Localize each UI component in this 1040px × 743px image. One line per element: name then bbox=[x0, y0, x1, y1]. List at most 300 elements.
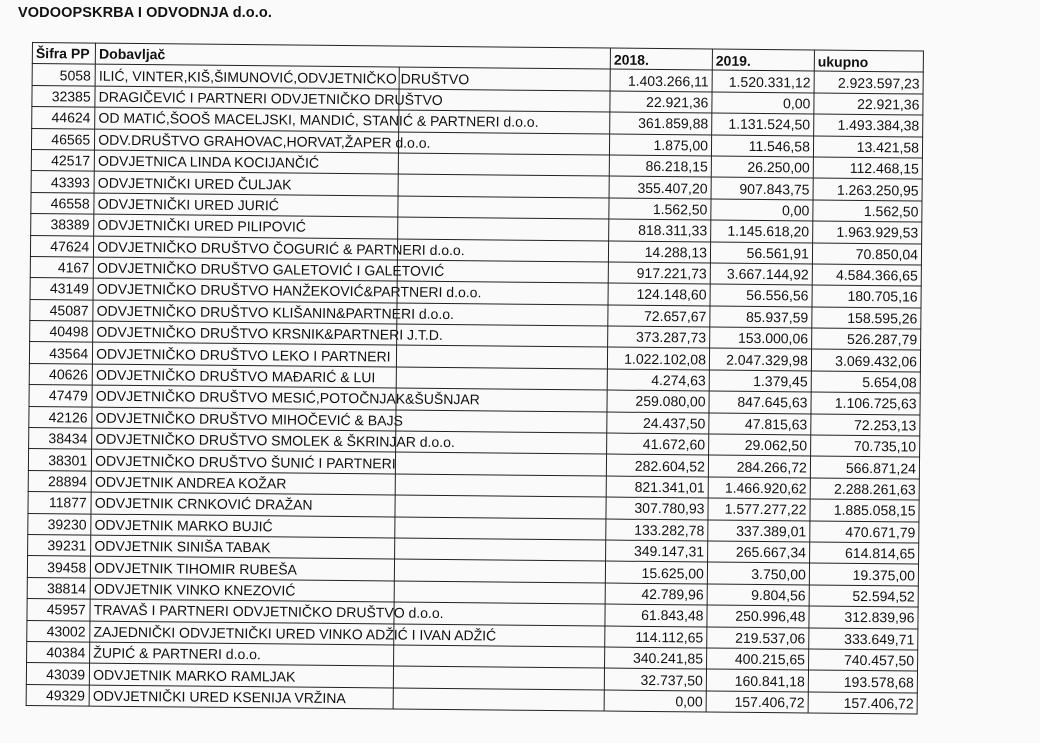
cell-2019-text: 56.561,91 bbox=[746, 244, 809, 262]
cell-dobavljac-text: ILIĆ, VINTER,KIŠ,ŠIMUNOVIĆ,ODVJETNIČKO DRUŠTVO bbox=[98, 67, 470, 87]
cell-sifra-text: 45087 bbox=[49, 302, 89, 319]
column-divider bbox=[398, 152, 399, 174]
cell-2018-text: 917.221,73 bbox=[636, 264, 707, 282]
cell-ukupno bbox=[810, 521, 919, 543]
cell-2019-text: 1.145.618,20 bbox=[727, 222, 810, 240]
cell-2019-text: 250.996,48 bbox=[735, 608, 806, 625]
cell-sifra-text: 45957 bbox=[46, 601, 86, 618]
header-2019: 2019. bbox=[712, 49, 814, 71]
cell-2019-text: 265.667,34 bbox=[735, 543, 807, 561]
cell-2018-text: 32.737,50 bbox=[640, 671, 703, 688]
cell-2018 bbox=[606, 497, 708, 519]
cell-dobavljac-text: TRAVAŠ I PARTNERI ODVJETNIČKO DRUŠTVO d.o.o. bbox=[93, 601, 444, 622]
column-divider bbox=[394, 516, 395, 538]
cell-dobavljac-text: ODVJETNIK TIHOMIR RUBEŠA bbox=[94, 559, 298, 578]
cell-sifra-text: 44624 bbox=[51, 109, 91, 126]
cell-dobavljac-text: ODVJETNIČKI URED KSENIJA VRŽINA bbox=[92, 687, 346, 706]
cell-sifra-text: 39230 bbox=[47, 515, 87, 533]
cell-ukupno-text: 1.885.058,15 bbox=[833, 502, 916, 519]
cell-2019 bbox=[707, 541, 809, 563]
cell-2018 bbox=[606, 454, 708, 476]
cell-ukupno bbox=[808, 692, 917, 714]
cell-ukupno-text: 193.578,68 bbox=[843, 673, 914, 691]
cell-ukupno-text: 1.263.250,95 bbox=[836, 181, 919, 199]
cell-2018 bbox=[610, 91, 712, 113]
cell-2019 bbox=[711, 135, 813, 157]
cell-ukupno-text: 614.814,65 bbox=[844, 545, 916, 562]
cell-ukupno-text: 526.287,79 bbox=[847, 331, 918, 348]
cell-2019-text: 11.546,58 bbox=[748, 137, 811, 155]
cell-ukupno-text: 312.839,96 bbox=[844, 609, 915, 626]
cell-dobavljac-text: ZAJEDNIČKI ODVJETNIČKI URED VINKO ADŽIĆ I IVAN ADŽIĆ bbox=[93, 623, 497, 644]
column-divider bbox=[397, 238, 398, 260]
cell-ukupno bbox=[809, 606, 918, 628]
cell-2018 bbox=[605, 561, 707, 583]
cell-2018-text: 361.859,88 bbox=[638, 115, 709, 132]
cell-ukupno bbox=[810, 435, 919, 457]
cell-2018 bbox=[605, 647, 707, 669]
cell-ukupno bbox=[812, 264, 921, 286]
cell-2018-text: 818.311,33 bbox=[638, 222, 708, 239]
cell-sifra-text: 28894 bbox=[47, 473, 88, 490]
cell-sifra-text: 39458 bbox=[47, 558, 87, 576]
cell-2018-text: 307.780,93 bbox=[634, 500, 705, 517]
cell-2019 bbox=[707, 605, 809, 627]
cell-ukupno bbox=[812, 285, 921, 307]
cell-2019 bbox=[708, 520, 810, 542]
cell-ukupno-text: 333.649,71 bbox=[844, 630, 915, 648]
cell-dobavljac-text: ODVJETNIČKO DRUŠTVO ČOGURIĆ & PARTNERI d.o.o. bbox=[97, 238, 465, 258]
column-divider bbox=[393, 687, 394, 709]
column-divider bbox=[396, 388, 397, 410]
cell-2018-text: 1.562,50 bbox=[652, 200, 708, 218]
cell-sifra bbox=[30, 278, 93, 300]
cell-2018-text: 1.403.266,11 bbox=[627, 72, 709, 90]
header-sifra: Šifra PP bbox=[32, 43, 95, 65]
column-divider bbox=[398, 174, 399, 196]
cell-sifra bbox=[30, 321, 93, 343]
cell-sifra bbox=[29, 428, 92, 450]
cell-ukupno-text: 19.375,00 bbox=[852, 566, 916, 584]
cell-2019 bbox=[709, 348, 811, 370]
cell-2019 bbox=[709, 434, 811, 456]
column-divider bbox=[394, 580, 395, 602]
cell-2019-text: 0,00 bbox=[783, 95, 811, 112]
cell-ukupno bbox=[810, 456, 919, 478]
supplier-table-sheet bbox=[26, 42, 924, 715]
cell-ukupno bbox=[811, 371, 920, 393]
cell-dobavljac-text: ODVJETNIČKO DRUŠTVO MESIĆ,POTOČNJAK&ŠUŠNJAR bbox=[95, 388, 480, 408]
cell-dobavljac-text: ODVJETNIČKO DRUŠTVO KLIŠANIN&PARTNERI d.o.o. bbox=[96, 302, 455, 322]
cell-sifra bbox=[29, 342, 92, 364]
cell-ukupno-text: 1.493.384,38 bbox=[837, 117, 920, 134]
cell-ukupno-text: 157.406,72 bbox=[843, 694, 914, 712]
cell-ukupno bbox=[809, 628, 918, 650]
cell-sifra-text: 38434 bbox=[48, 430, 88, 447]
cell-ukupno-text: 52.594,52 bbox=[852, 587, 915, 605]
cell-sifra-text: 46558 bbox=[50, 195, 90, 212]
cell-2018 bbox=[605, 583, 707, 605]
cell-sifra bbox=[32, 64, 95, 86]
cell-sifra bbox=[31, 214, 94, 236]
cell-dobavljac-text: DRAGIČEVIĆ I PARTNERI ODVJETNIČKO DRUŠTVO bbox=[98, 88, 443, 108]
cell-sifra-text: 43039 bbox=[46, 665, 86, 683]
cell-2019-text: 1.520.331,12 bbox=[728, 73, 811, 91]
cell-ukupno bbox=[811, 414, 920, 436]
cell-2019-text: 47.815,63 bbox=[744, 415, 808, 433]
cell-sifra bbox=[30, 299, 93, 321]
cell-2018 bbox=[608, 326, 710, 348]
column-divider bbox=[397, 217, 398, 239]
cell-2018-text: 373.287,73 bbox=[635, 329, 707, 346]
cell-2019 bbox=[710, 327, 812, 349]
cell-sifra-text: 43002 bbox=[46, 622, 86, 640]
cell-sifra bbox=[29, 385, 92, 407]
cell-2018 bbox=[609, 176, 711, 198]
cell-2019 bbox=[706, 691, 808, 713]
cell-dobavljac-text: ODVJETNIK ANDREA KOŽAR bbox=[94, 473, 287, 492]
cell-sifra bbox=[26, 663, 89, 685]
cell-ukupno-text: 1.963.929,53 bbox=[836, 224, 919, 241]
cell-sifra bbox=[28, 470, 91, 492]
cell-2018 bbox=[609, 219, 711, 241]
cell-2018 bbox=[609, 155, 711, 177]
cell-2018-text: 259.080,00 bbox=[635, 393, 706, 410]
column-divider bbox=[396, 324, 397, 346]
cell-2018 bbox=[608, 283, 710, 305]
cell-ukupno bbox=[814, 71, 923, 93]
cell-2019 bbox=[707, 627, 809, 649]
cell-2018 bbox=[608, 262, 710, 284]
cell-2018-text: 14.288,13 bbox=[644, 243, 708, 261]
cell-ukupno-text: 180.705,16 bbox=[847, 288, 918, 305]
cell-sifra-text: 43149 bbox=[49, 280, 89, 298]
cell-ukupno bbox=[813, 136, 922, 158]
cell-2019-text: 3.750,00 bbox=[751, 565, 806, 583]
column-divider bbox=[396, 345, 397, 367]
cell-sifra-text: 42126 bbox=[48, 409, 88, 426]
cell-ukupno bbox=[810, 499, 919, 521]
cell-sifra bbox=[28, 534, 91, 556]
cell-sifra bbox=[27, 620, 90, 642]
supplier-payments-table bbox=[26, 42, 924, 715]
cell-dobavljac-text: ODVJETNIČKI URED PILIPOVIĆ bbox=[97, 216, 307, 235]
cell-sifra bbox=[29, 406, 92, 428]
cell-2019-text: 337.389,01 bbox=[736, 522, 807, 540]
cell-ukupno bbox=[812, 307, 921, 329]
cell-2018 bbox=[605, 604, 707, 626]
cell-ukupno-text: 2.288.261,63 bbox=[833, 480, 916, 498]
column-divider bbox=[398, 195, 399, 217]
cell-dobavljac-text: ODVJETNIK MARKO BUJIĆ bbox=[94, 516, 273, 535]
cell-2019 bbox=[710, 284, 812, 306]
cell-sifra bbox=[26, 684, 89, 706]
cell-ukupno-text: 70.735,10 bbox=[853, 438, 917, 455]
cell-2018-text: 1.875,00 bbox=[653, 136, 709, 154]
cell-2019 bbox=[712, 70, 814, 92]
cell-sifra bbox=[28, 492, 91, 514]
cell-ukupno bbox=[809, 563, 918, 585]
cell-2019 bbox=[712, 92, 814, 114]
column-divider bbox=[397, 281, 398, 303]
cell-dobavljac-text: ODVJETNIČKO DRUŠTVO GALETOVIĆ I GALETOVIĆ bbox=[96, 259, 445, 280]
column-divider bbox=[395, 409, 396, 431]
cell-sifra-text: 47624 bbox=[50, 237, 90, 255]
cell-2019-text: 160.841,18 bbox=[734, 672, 805, 689]
cell-2018-text: 349.147,31 bbox=[633, 542, 705, 560]
cell-2018 bbox=[610, 112, 712, 134]
cell-dobavljac-text: ŽUPIĆ & PARTNERI d.o.o. bbox=[93, 644, 261, 663]
cell-sifra-text: 43393 bbox=[50, 173, 90, 191]
cell-ukupno bbox=[810, 478, 919, 500]
column-divider bbox=[397, 259, 398, 281]
cell-ukupno bbox=[811, 328, 920, 350]
column-divider bbox=[394, 537, 395, 559]
cell-sifra bbox=[27, 577, 90, 599]
cell-sifra-text: 42517 bbox=[51, 152, 91, 169]
cell-2019-text: 2.047.329,98 bbox=[726, 351, 808, 369]
cell-sifra bbox=[30, 235, 93, 257]
cell-2019 bbox=[706, 669, 808, 691]
cell-2019 bbox=[708, 455, 810, 477]
cell-ukupno bbox=[812, 243, 921, 265]
cell-dobavljac bbox=[89, 685, 604, 711]
cell-dobavljac-text: ODVJETNIČKO DRUŠTVO SMOLEK & ŠKRINJAR d.o.o. bbox=[95, 430, 455, 451]
cell-sifra bbox=[31, 149, 94, 171]
cell-ukupno-text: 72.253,13 bbox=[853, 416, 917, 434]
cell-2019-text: 400.215,65 bbox=[734, 650, 806, 668]
cell-2019 bbox=[711, 199, 813, 221]
cell-sifra bbox=[31, 171, 94, 193]
cell-2018 bbox=[607, 433, 709, 455]
column-divider bbox=[395, 452, 396, 474]
cell-sifra bbox=[32, 85, 95, 107]
cell-ukupno bbox=[813, 221, 922, 243]
cell-2018 bbox=[607, 369, 709, 391]
cell-sifra-text: 49329 bbox=[45, 687, 86, 704]
cell-dobavljac-text: ODVJETNIČKO DRUŠTVO LEKO I PARTNERI bbox=[96, 345, 391, 365]
cell-2019 bbox=[709, 413, 811, 435]
cell-dobavljac-text: ODVJETNIČKI URED JURIĆ bbox=[97, 195, 279, 214]
cell-sifra-text: 40384 bbox=[46, 644, 86, 661]
cell-2019 bbox=[707, 584, 809, 606]
cell-2019-text: 0,00 bbox=[781, 202, 810, 219]
cell-ukupno bbox=[809, 542, 918, 564]
cell-2018 bbox=[609, 134, 711, 156]
header-2018: 2018. bbox=[610, 48, 712, 70]
cell-ukupno-text: 1.106.725,63 bbox=[834, 395, 917, 412]
cell-2019-text: 219.537,06 bbox=[735, 629, 806, 647]
cell-2018 bbox=[604, 668, 706, 690]
cell-dobavljac-text: ODVJETNICA LINDA KOCIJANČIĆ bbox=[97, 152, 320, 171]
cell-2018 bbox=[607, 348, 709, 370]
cell-2019-text: 1.131.524,50 bbox=[728, 116, 811, 133]
cell-2019 bbox=[711, 220, 813, 242]
header-dobavljac: Dobavljač bbox=[95, 43, 610, 69]
cell-dobavljac-text: ODVJETNIČKO DRUŠTVO KRSNIK&PARTNERI J.T.D. bbox=[96, 323, 443, 344]
cell-dobavljac-text: ODVJETNIK SINIŠA TABAK bbox=[94, 537, 271, 556]
cell-2019 bbox=[711, 156, 813, 178]
cell-2019-text: 29.062,50 bbox=[744, 437, 808, 454]
cell-sifra bbox=[32, 107, 95, 129]
cell-2018-text: 42.789,96 bbox=[641, 585, 704, 603]
cell-sifra bbox=[27, 641, 90, 663]
cell-2018-text: 282.604,52 bbox=[634, 457, 705, 475]
cell-sifra-text: 4167 bbox=[57, 259, 90, 276]
cell-ukupno-text: 5.654,08 bbox=[862, 374, 917, 391]
cell-2019-text: 847.645,63 bbox=[737, 394, 808, 411]
cell-2019 bbox=[712, 113, 814, 135]
cell-2019 bbox=[706, 648, 808, 670]
cell-2018-text: 0,00 bbox=[675, 693, 703, 710]
column-divider bbox=[399, 88, 400, 110]
cell-2019-text: 157.406,72 bbox=[734, 693, 805, 711]
cell-2019-text: 56.556,56 bbox=[746, 287, 809, 304]
column-divider bbox=[394, 602, 395, 624]
cell-ukupno bbox=[811, 392, 920, 414]
cell-dobavljac-text: ODVJETNIČKO DRUŠTVO ŠUNIĆ I PARTNERI bbox=[95, 452, 396, 472]
column-divider bbox=[397, 302, 398, 324]
cell-ukupno bbox=[813, 200, 922, 222]
cell-2019 bbox=[708, 477, 810, 499]
column-divider bbox=[396, 366, 397, 388]
cell-sifra bbox=[28, 449, 91, 471]
cell-ukupno-text: 158.595,26 bbox=[847, 309, 918, 327]
cell-sifra bbox=[31, 128, 94, 150]
cell-sifra bbox=[28, 513, 91, 535]
cell-dobavljac-text: ODVJETNIČKO DRUŠTVO MIHOČEVIĆ & BAJS bbox=[95, 409, 403, 429]
cell-sifra-text: 11877 bbox=[48, 494, 87, 511]
cell-sifra-text: 38814 bbox=[46, 580, 87, 597]
column-divider bbox=[399, 67, 400, 89]
cell-dobavljac-text: ODV.DRUŠTVO GRAHOVAC,HORVAT,ŽAPER d.o.o. bbox=[98, 131, 431, 151]
cell-2018-text: 61.843,48 bbox=[641, 607, 704, 624]
cell-ukupno bbox=[813, 157, 922, 179]
cell-dobavljac-text: OD MATIĆ,ŠOOŠ MACELJSKI, MANDIĆ, STANIĆ & PARTNERI d.o.o. bbox=[98, 110, 539, 131]
column-divider bbox=[395, 431, 396, 453]
cell-sifra-text: 46565 bbox=[51, 130, 91, 148]
cell-ukupno-text: 3.069.432,06 bbox=[835, 352, 918, 370]
cell-ukupno bbox=[809, 585, 918, 607]
column-divider bbox=[393, 644, 394, 666]
cell-sifra-text: 40626 bbox=[49, 366, 89, 383]
column-divider bbox=[395, 495, 396, 517]
cell-ukupno-text: 13.421,58 bbox=[856, 138, 920, 156]
cell-2018-text: 15.625,00 bbox=[641, 564, 704, 582]
cell-2018-text: 124.148,60 bbox=[636, 286, 707, 303]
cell-ukupno-text: 4.584.366,65 bbox=[835, 266, 918, 284]
cell-dobavljac-text: ODVJETNIČKI URED ČULJAK bbox=[97, 174, 292, 193]
cell-2019-text: 153.000,06 bbox=[737, 330, 809, 347]
cell-dobavljac-text: ODVJETNIK CRNKOVIĆ DRAŽAN bbox=[94, 495, 313, 514]
cell-ukupno-text: 112.468,15 bbox=[849, 159, 919, 177]
cell-sifra-text: 43564 bbox=[49, 344, 89, 362]
cell-2019 bbox=[710, 263, 812, 285]
cell-2018-text: 22.921,36 bbox=[646, 93, 709, 111]
cell-2018-text: 355.407,20 bbox=[637, 179, 708, 197]
cell-dobavljac-text: ODVJETNIK VINKO KNEZOVIĆ bbox=[93, 580, 296, 599]
cell-2019 bbox=[711, 177, 813, 199]
cell-2019 bbox=[708, 498, 810, 520]
column-divider bbox=[393, 623, 394, 645]
column-divider bbox=[393, 666, 394, 688]
cell-ukupno bbox=[811, 349, 920, 371]
cell-2018-text: 340.241,85 bbox=[632, 649, 704, 667]
cell-2018 bbox=[606, 540, 708, 562]
cell-ukupno bbox=[814, 114, 923, 136]
cell-sifra bbox=[31, 192, 94, 214]
column-divider bbox=[398, 110, 399, 132]
cell-ukupno-text: 1.562,50 bbox=[863, 202, 919, 220]
document-title: VODOOPSKRBA I ODVODNJA d.o.o. bbox=[18, 5, 272, 21]
cell-sifra-text: 40498 bbox=[49, 323, 89, 340]
cell-ukupno-text: 2.923.597,23 bbox=[837, 74, 920, 92]
cell-2018 bbox=[607, 390, 709, 412]
cell-ukupno-text: 740.457,50 bbox=[843, 651, 915, 669]
cell-sifra bbox=[30, 256, 93, 278]
cell-2018 bbox=[608, 305, 710, 327]
cell-2019-text: 907.843,75 bbox=[739, 180, 810, 198]
cell-2019-text: 26.250,00 bbox=[747, 159, 810, 176]
cell-ukupno-text: 22.921,36 bbox=[857, 95, 920, 113]
cell-dobavljac-text: ODVJETNIK MARKO RAMLJAK bbox=[93, 666, 296, 685]
column-divider bbox=[398, 131, 399, 153]
cell-2019-text: 9.804,56 bbox=[751, 586, 806, 604]
cell-ukupno bbox=[814, 93, 923, 115]
cell-ukupno-text: 470.671,79 bbox=[845, 523, 916, 541]
cell-2018 bbox=[605, 626, 707, 648]
cell-2018 bbox=[610, 69, 712, 91]
cell-2018-text: 72.657,67 bbox=[643, 307, 707, 325]
cell-2018-text: 24.437,50 bbox=[642, 414, 706, 432]
cell-2019 bbox=[707, 562, 809, 584]
cell-2018 bbox=[606, 476, 708, 498]
cell-sifra-text: 47479 bbox=[48, 387, 88, 404]
cell-2019-text: 1.379,45 bbox=[753, 372, 808, 390]
cell-ukupno-text: 566.871,24 bbox=[845, 459, 917, 477]
cell-sifra bbox=[27, 599, 90, 621]
cell-2019-text: 3.667.144,92 bbox=[726, 265, 809, 283]
cell-2019 bbox=[710, 242, 812, 264]
cell-ukupno bbox=[808, 670, 917, 692]
cell-dobavljac-text: ODVJETNIČKO DRUŠTVO HANŽEKOVIĆ&PARTNERI d.o.o. bbox=[96, 281, 482, 301]
cell-ukupno bbox=[813, 178, 922, 200]
cell-2019-text: 1.577.277,22 bbox=[724, 501, 807, 518]
cell-ukupno bbox=[808, 649, 917, 671]
cell-2018-text: 133.282,78 bbox=[634, 521, 705, 539]
cell-2018 bbox=[604, 690, 706, 712]
cell-sifra-text: 39231 bbox=[47, 537, 87, 554]
cell-2018-text: 41.672,60 bbox=[642, 436, 706, 453]
cell-2018 bbox=[607, 412, 709, 434]
cell-sifra-text: 5058 bbox=[59, 66, 91, 84]
cell-2018-text: 86.218,15 bbox=[645, 158, 708, 175]
cell-dobavljac-text: ODVJETNIČKO DRUŠTVO MAĐARIĆ & LUI bbox=[95, 366, 376, 386]
cell-2018 bbox=[608, 241, 710, 263]
cell-2018-text: 821.341,01 bbox=[634, 478, 705, 496]
cell-sifra-text: 32385 bbox=[51, 88, 91, 105]
cell-2019 bbox=[710, 306, 812, 328]
cell-2018 bbox=[606, 519, 708, 541]
cell-2019-text: 1.466.920,62 bbox=[724, 479, 807, 497]
header-ukupno: ukupno bbox=[814, 50, 923, 72]
column-divider bbox=[395, 473, 396, 495]
cell-sifra-text: 38301 bbox=[48, 451, 88, 469]
cell-2019 bbox=[709, 370, 811, 392]
cell-2018-text: 1.022.102,08 bbox=[624, 350, 707, 368]
cell-2019-text: 85.937,59 bbox=[745, 308, 809, 326]
cell-2018-text: 114.112,65 bbox=[635, 628, 704, 646]
